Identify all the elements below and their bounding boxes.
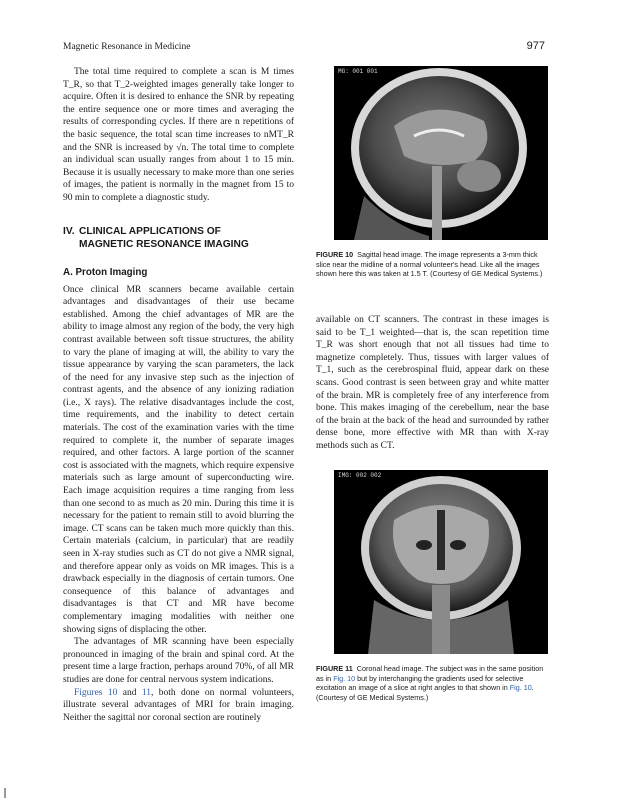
figure-10-image-tag: MG: 001 001: [338, 68, 378, 75]
figure-10-label: FIGURE 10: [316, 250, 354, 259]
figure-11-image-tag: IMG: 002 002: [338, 472, 382, 479]
paragraph-advantages: Once clinical MR scanners became available certain advantages and disadvantages of their use became established. Among the chief advantages of MR are the ability to image almost any region of the body, the very high contrast available between soft tissue structures, the ability to vary the plane of imaging at will, the ability to vary the tissue appearance by varying the scan parameters, the lack of the need for any invasive step such as the injection of contrast agents, and the absence of any ionizing radiation (i.e., X rays). The relative disadvantages include the cost, time requirements, and the inability to detect certain materials. The cost of the examination varies with the time required to complete it, the number of separate images required, and other factors. A large portion of the scanner cost is associated with the magnets, which require expensive materials such as large amount of superconducting wire. Each image acquisition requires a time ranging from less than one second to as much as 20 min. During this time it is necessary for the patient to remain still to avoid blurring the image. CT scans can be taken much more quickly than this. Certain materials (calcium, in particular) that are readily seen in X-ray studies such as CT do not give a NMR signal, and therefore appear only as voids on MR images. This is a drawback especially in the diagnosis of certain tumors. One consequence of this balance of advantages and disadvantages is that CT and MR have become complementary imaging modalities with neither one showing signs of displacing the other.: [63, 284, 294, 635]
figure-10-caption: [316, 250, 549, 279]
fig-10-link-1[interactable]: Fig. 10: [333, 673, 356, 683]
paragraph-brain-imaging: The advantages of MR scanning have been especially pronounced in imaging of the brain and spinal cord. At the present time a large fraction, perhaps around 70%, of all MR studies are done for central nervous system indications.: [63, 637, 294, 685]
figure-10-link[interactable]: Figures 10: [74, 687, 118, 698]
paragraph-scan-time: The total time required to complete a scan is M times T_R, so that T_2-weighted images generally take longer to acquire. Often it is desired to enhance the SNR by repeating the entire sequence one or more times and averaging the results of corresponding cycles. If there are n repetitions of the basic sequence, the total scan time increases to nMT_R and the SNR is increased by √n. The total time to complete an individual scan usually ranges from about 1 to 15 min. Because it is usually necessary to make more than one series of images, the patient is normally in the magnet from 15 to 90 min to complete a diagnostic study.: [63, 67, 294, 203]
sagittal-mri-scan: [334, 66, 548, 240]
section-number: IV.: [63, 225, 75, 237]
subsection-heading: A. Proton Imaging: [63, 266, 148, 278]
section-heading: [63, 225, 294, 251]
page-number: 977: [526, 40, 545, 52]
coronal-mri-scan: [334, 470, 548, 654]
figure-11-caption-c: . (Courtesy of GE Medical Systems.): [316, 683, 534, 702]
figure-11-image: [334, 470, 548, 654]
left-column: [63, 66, 294, 724]
fig-10-link-2[interactable]: Fig. 10: [509, 683, 532, 693]
paragraph-t1-weighted: available on CT scanners. The contrast in these images is said to be T_1 weighted—that is, the scan repetition time T_R was short enough that not all tissues had time to magnetize completely. Thus, tissues with larger values of T_1, such as the cerebrospinal fluid, appear dark on these scans. Good contrast is seen between gray and white matter of the brain. MR is completely free of any interference from bone. This makes imaging of the cerebellum, near the base of the brain at the back of the head and surrounded by rather dense bone, more effective with MR than with X-ray methods such as CT.: [316, 315, 549, 451]
right-column: [316, 314, 549, 453]
text-rest: , both done on normal volunteers, illustrate several advantages of MRI for brain imaging. Neither the sagittal nor coronal section are routinely: [63, 687, 295, 723]
figure-11-caption-b: but by interchanging the gradients used for selective excitation an image of a slice at right angles to that shown in: [316, 673, 524, 693]
figure-11-caption-a: Coronal head image. The subject was in the same position as in: [316, 664, 544, 683]
section-title-line2: MAGNETIC RESONANCE IMAGING: [79, 238, 249, 250]
figure-11-label: FIGURE 11: [316, 664, 353, 673]
running-header-journal: Magnetic Resonance in Medicine: [63, 42, 191, 52]
paragraph-figures-reference: [63, 687, 294, 725]
figure-10-caption-text: Sagittal head image. The image represents a 3-mm thick slice near the midline of a normal volunteer's head. Like all the images shown here this was taken at 1.5 T. (Courtesy of GE Medical Systems.): [316, 250, 543, 279]
page-edge-mark: [4, 788, 6, 798]
figure-11-caption: [316, 664, 549, 702]
section-title-line1: CLINICAL APPLICATIONS OF: [79, 225, 221, 237]
text-and: and: [117, 687, 142, 698]
figure-10-image: [334, 66, 548, 240]
figure-11-link[interactable]: 11: [141, 687, 152, 698]
